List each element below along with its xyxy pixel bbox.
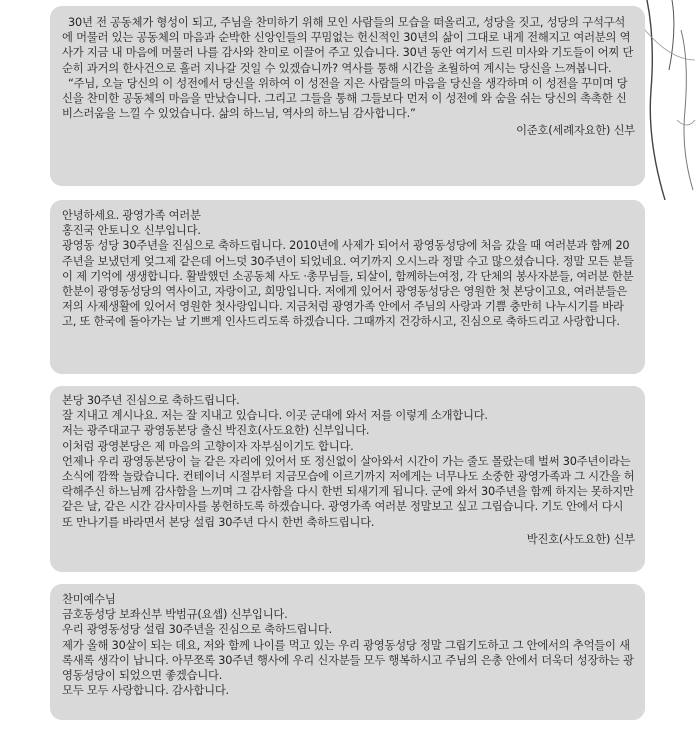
intro-line: 저는 광주대교구 광영동본당 출신 박진호(사도요한) 신부입니다. — [62, 424, 370, 438]
intro-line: 금호동성당 보좌신부 박범규(요셉) 신부입니다. — [62, 608, 288, 622]
greeting-line: 본당 30주년 진심으로 축하드립니다. — [62, 394, 240, 407]
message-card-3 — [50, 386, 645, 572]
signature: 박진호(사도요한) 신부 — [526, 532, 635, 546]
intro-line: 우리 광영동성당 설립 30주년을 진심으로 축하드립니다. — [62, 623, 333, 637]
intro-line: 이처럼 광영본당은 제 마음의 고향이자 자부심이기도 합니다. — [62, 439, 354, 453]
message-card-4 — [50, 584, 645, 720]
message-prayer: “주님, 오늘 당신의 이 성전에서 당신을 위하여 이 성전을 지은 사람들의 마음을 당신을 생각하며 이 성전을 꾸미며 당신을 찬미한 공동체의 마음을 만났습니다. 그리고 그들을 통해 그들보다 먼저 이 성전에 와 숨을 쉬는 당신의 촉촉한 신비스러움을 느낄 수 있었습니다. 삶의 하느님, 역사의 하느님 감사합니다.” — [62, 76, 628, 121]
message-paragraph: 30년 전 공동체가 형성이 되고, 주님을 찬미하기 위해 모인 사람들의 모습을 떠올리고, 성당을 짓고, 성당의 구석구석에 머물러 있는 공동체의 마음과 순박한 신앙인들의 꾸밈없는 헌신적인 30년의 삶이 그대로 내게 전해지고 여러분의 역사가 지금 내 마음에 머물러 나를 감사와 찬미로 이끌어 주고 있습니다. 30년 동안 여기서 드린 미사와 기도들이 어찌 단순히 과거의 한사건으로 흘러 지나갈 것일 수 있겠습니까? 역사를 통해 시간을 초월하여 계시는 당신을 느껴봅니다. — [62, 16, 634, 75]
intro-line: 잘 지내고 계시나요. 저는 잘 지내고 있습니다. 이곳 군대에 와서 저를 이렇게 소개합니다. — [62, 409, 488, 423]
greeting-line: 찬미예수님 — [62, 593, 116, 606]
greeting-line: 안녕하세요. 광영가족 여러분 — [62, 209, 201, 222]
signature: 이준호(세례자요한) 신부 — [516, 124, 635, 138]
message-paragraph: 광영동 성당 30주년을 진심으로 축하드립니다. 2010년에 사제가 되어서 광영동성당에 처음 갔을 때 여러분과 함께 20주년을 보냈던게 엊그제 같은데 어느덧 30주년이 되었네요. 여기까지 오시느라 정말 수고 많으셨습니다. 정말 모든 분들이 제 기억에 생생합니다. 활발했던 소공동체 사도 ·총무님들, 되살이, 함께하는여정, 각 단체의 봉사자분들, 여러분 한분 한분이 광영동성당의 역사이고, 자랑이고, 희망입니다. 저에게 있어서 광영동성당은 영원한 첫 본당이고요, 여러분들은 저의 사제생활에 있어서 영원한 첫사랑입니다. 지금처럼 광영가족 안에서 주님의 사랑과 기쁨 충만히 나누시기를 바라고, 또 한국에 돌아가는 날 기쁘게 인사드리도록 하겠습니다. 그때까지 건강하시고, 진심으로 축하드리고 사랑합니다. — [62, 239, 634, 329]
message-card-2 — [50, 200, 645, 374]
message-paragraph: 언제나 우리 광영동본당이 늘 같은 자리에 있어서 또 정신없이 살아와서 시간이 가는 줄도 몰랐는데 벌써 30주년이라는 소식에 깜짝 놀랐습니다. 컨테이너 시절부터 지금모습에 이르기까지 저에게는 너무나도 소중한 광영가족과 그 시간을 허락해주신 하느님께 감사함을 느끼며 그 감사함을 다시 한번 되새기게 됩니다. 군에 와서 30주년을 함께 하지는 못하지만 같은 날, 같은 시간 감사미사를 봉헌하도록 하겠습니다. 광영가족 여러분 정말보고 싶고 그립습니다. 기도 안에서 다시 또 만나기를 바라면서 본당 설립 30주년 다시 한번 축하드립니다. — [62, 454, 635, 529]
intro-line: 홍진국 안토니오 신부입니다. — [62, 224, 201, 238]
message-card-1 — [50, 6, 645, 186]
closing-line: 모두 모두 사랑합니다. 감사합니다. — [62, 684, 229, 698]
message-paragraph: 제가 올해 30살이 되는 데요, 저와 함께 나이를 먹고 있는 우리 광영동성당 정말 그립기도하고 그 안에서의 추억들이 새록새록 생각이 납니다. 아무쪼록 30주년 행사에 우리 신자분들 모두 행복하시고 주님의 은총 안에서 더욱더 성장하는 광영동성당이 되었으면 좋겠습니다. — [62, 638, 634, 683]
